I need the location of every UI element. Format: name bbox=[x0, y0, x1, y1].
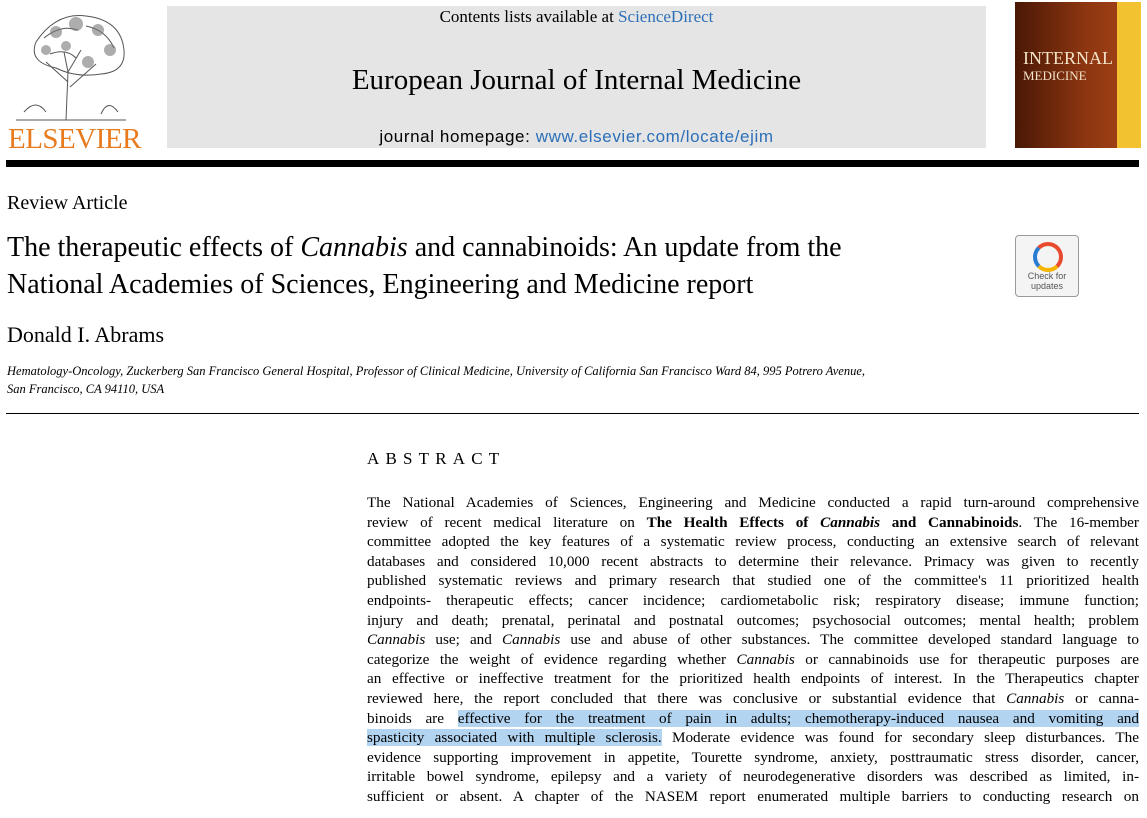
author-affiliation bbox=[7, 362, 1007, 398]
abstract-body bbox=[367, 493, 1139, 807]
elsevier-wordmark: ELSEVIER bbox=[8, 123, 141, 155]
journal-banner bbox=[167, 6, 986, 148]
contents-prefix: Contents lists available at bbox=[439, 7, 614, 26]
check-updates-line1: Check for bbox=[1027, 271, 1067, 281]
journal-title: European Journal of Internal Medicine bbox=[351, 64, 802, 96]
elsevier-tree-icon bbox=[6, 2, 140, 122]
title-italic: Cannabis bbox=[300, 232, 408, 263]
abstract-line: spasticity associated with multiple sclerosis. Moderate evidence was found for secondary sleep disturbances. The bbox=[367, 729, 1139, 747]
article-type: Review Article bbox=[7, 192, 128, 214]
affiliation-line2: San Francisco, CA 94110, USA bbox=[7, 382, 165, 396]
abstract-line: Cannabis use; and Cannabis use and abuse of other substances. The committee developed standard language to bbox=[367, 631, 1139, 649]
homepage-line bbox=[167, 126, 986, 148]
abstract-heading: ABSTRACT bbox=[367, 449, 506, 468]
abstract-line: reviewed here, the report concluded that there was conclusive or substantial evidence that Cannabis or canna- bbox=[367, 689, 1140, 707]
journal-cover-image[interactable] bbox=[1015, 2, 1141, 148]
journal-homepage-link[interactable]: www.elsevier.com/locate/ejim bbox=[535, 127, 774, 146]
abstract-line: irritable bowel syndrome, epilepsy and a variety of neurodegenerative disorders was described as limited, in- bbox=[367, 768, 1139, 786]
affiliation-line1: Hematology-Oncology, Zuckerberg San Francisco General Hospital, Professor of Clinical Medicine, University of California San Francisco Ward 84, 995 Potrero Avenue, bbox=[7, 364, 865, 378]
abstract-line: review of recent medical literature on The Health Effects of Cannabis and Cannabinoids. The 16-member bbox=[367, 513, 1139, 531]
abstract-line: sufficient or absent. A chapter of the NASEM report enumerated multiple barriers to conducting research on bbox=[367, 787, 1139, 805]
journal-header bbox=[0, 0, 1147, 160]
abstract-line: an effective or ineffective treatment for the prioritized health endpoints of interest. In the Therapeutics chapter bbox=[367, 670, 1139, 688]
abstract-line: committee adopted the key features of a systematic review process, conducting an extensive search of relevant bbox=[367, 533, 1139, 551]
check-for-updates-button[interactable] bbox=[1015, 235, 1079, 297]
abstract-line: injury and death; prenatal, perinatal and postnatal outcomes; psychosocial outcomes; mental health; problem bbox=[367, 611, 1139, 629]
sciencedirect-link[interactable]: ScienceDirect bbox=[618, 7, 714, 26]
author-name[interactable]: Donald I. Abrams bbox=[7, 322, 165, 347]
abstract-line: databases and considered 10,000 recent abstracts to determine their relevance. Primacy was given to recently bbox=[367, 552, 1139, 570]
elsevier-logo[interactable] bbox=[6, 2, 141, 155]
highlighted-text[interactable]: effective for the treatment of pain in adults; chemotherapy-induced nausea and vomiting and bbox=[457, 709, 1139, 727]
title-line2: National Academies of Sciences, Engineering and Medicine report bbox=[7, 269, 754, 300]
abstract-line: endpoints- therapeutic effects; cancer incidence; cardiometabolic risk; respiratory disease; immune function; bbox=[367, 591, 1139, 609]
check-updates-line2: updates bbox=[1030, 281, 1064, 291]
highlighted-text[interactable]: spasticity associated with multiple sclerosis. bbox=[367, 729, 662, 747]
abstract-line: The National Academies of Sciences, Engineering and Medicine conducted a rapid turn-around comprehensive bbox=[367, 494, 1139, 511]
cover-title bbox=[1023, 50, 1119, 84]
contents-line bbox=[167, 6, 986, 28]
cover-title-line1: INTERNAL bbox=[1023, 48, 1113, 68]
check-for-updates-label bbox=[1016, 271, 1078, 291]
title-part1: The therapeutic effects of bbox=[7, 232, 301, 263]
title-part2: and cannabinoids: An update from the bbox=[407, 232, 842, 263]
abstract-line: binoids are effective for the treatment of pain in adults; chemotherapy-induced nausea and vomiting and bbox=[367, 709, 1139, 727]
header-divider bbox=[6, 160, 1139, 167]
article-title bbox=[7, 229, 997, 303]
cover-stripe bbox=[1117, 2, 1141, 148]
abstract-line: categorize the weight of evidence regarding whether Cannabis or cannabinoids use for therapeutic purposes are bbox=[367, 650, 1139, 668]
abstract-line: evidence supporting improvement in appetite, Tourette syndrome, anxiety, posttraumatic stress disorder, cancer, bbox=[367, 748, 1139, 766]
abstract-line: published systematic reviews and primary research that studied one of the committee's 11 prioritized health bbox=[367, 572, 1139, 590]
check-for-updates-icon bbox=[1033, 242, 1063, 272]
cover-title-line2: MEDICINE bbox=[1023, 68, 1087, 83]
homepage-prefix: journal homepage: bbox=[379, 127, 531, 146]
section-divider bbox=[6, 413, 1139, 414]
